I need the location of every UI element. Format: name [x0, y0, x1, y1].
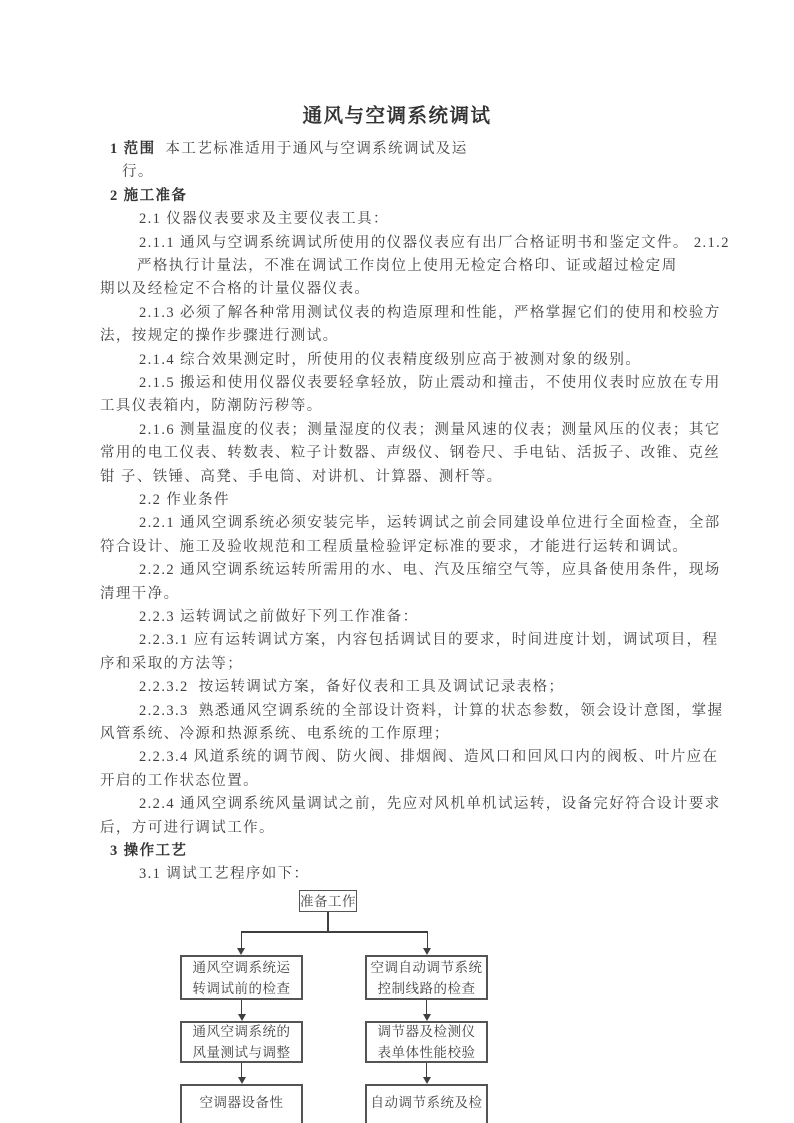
- text-line: 2.1.1 通风与空调系统调试所使用的仪器仪表应有出厂合格证明书和鉴定文件。 2.1.2: [139, 235, 730, 251]
- flow-connector-horizontal: [241, 931, 428, 933]
- flow-box-ventilation-branch-3: [180, 1084, 303, 1123]
- text-line: 期以及经检定不合格的计量仪器仪表。: [100, 281, 371, 297]
- text-line: 2.2 作业条件: [139, 492, 230, 508]
- text-line: 严格执行计量法，不准在调试工作岗位上使用无检定合格印、证或超过检定周: [137, 258, 678, 274]
- flow-connector-stem: [327, 912, 329, 932]
- text-line: 风管系统、冷源和热源系统、电系统的工作原理；: [100, 726, 450, 742]
- flow-box-label: 通风空调系统运: [192, 959, 291, 975]
- text-line: 2.2.3.1 应有运转调试方案，内容包括调试目的要求，时间进度计划，调试项目，程: [139, 632, 719, 648]
- text-line: 2.2.3 运转调试之前做好下列工作准备：: [139, 609, 419, 625]
- text-line: 2.2.3.3 熟悉通风空调系统的全部设计资料，计算的状态参数，领会设计意图，掌握: [139, 703, 724, 719]
- page-title: 通风与空调系统调试: [302, 106, 492, 127]
- text-line: 开启的工作状态位置。: [100, 773, 259, 789]
- text-line: 2 施工准备: [110, 188, 188, 204]
- text-line: 3.1 调试工艺程序如下：: [139, 866, 310, 882]
- flow-box-label: 空调自动调节系统: [370, 959, 483, 975]
- flow-connector-vertical: [241, 1063, 243, 1077]
- text-line: 法，按规定的操作步骤进行测试。: [100, 328, 339, 344]
- flow-connector-drop-right: [427, 931, 429, 948]
- text-line: 2.1.6 测量温度的仪表；测量湿度的仪表；测量风速的仪表；测量风压的仪表；其它: [139, 422, 721, 438]
- arrow-down-icon: [238, 1077, 246, 1084]
- text-line: 工具仪表箱内，防潮防污秽等。: [100, 398, 323, 414]
- text-line: 2.2.1 通风空调系统必须安装完毕，运转调试之前会同建设单位进行全面检查，全部: [139, 515, 721, 531]
- flow-box-ventilation-branch-1: [180, 955, 303, 1000]
- flow-connector-drop-left: [241, 931, 243, 948]
- arrow-down-icon: [237, 948, 245, 955]
- arrow-down-icon: [238, 1014, 246, 1021]
- flow-box-label: 通风空调系统的: [192, 1024, 291, 1039]
- text-line: 1 范围 本工艺标准适用于通风与空调系统调试及运: [110, 141, 468, 157]
- text-line: 2.1.4 综合效果测定时，所使用的仪表精度级别应高于被测对象的级别。: [139, 352, 642, 368]
- text-line: 2.2.3.2 按运转调试方案，备好仪表和工具及调试记录表格；: [139, 679, 565, 695]
- text-line: 2.1.5 搬运和使用仪器仪表要轻拿轻放，防止震动和撞击，不使用仪表时应放在专用: [139, 375, 721, 391]
- flow-box-label: 控制线路的检查: [377, 980, 476, 996]
- flow-box-auto-control-branch-1: [365, 955, 488, 1000]
- flow-box-label: 空调器设备性: [199, 1095, 284, 1110]
- arrow-down-icon: [423, 1077, 431, 1084]
- text-line: 2.1.3 必须了解各种常用测试仪表的构造原理和性能，严格掌握它们的使用和校验方: [139, 305, 721, 321]
- text-line: 后，方可进行调试工作。: [100, 820, 275, 836]
- flow-connector-vertical: [426, 1000, 428, 1014]
- text-line: 行。: [122, 164, 154, 180]
- flow-box-label: 准备工作: [300, 893, 356, 909]
- arrow-down-icon: [423, 1014, 431, 1021]
- arrow-down-icon: [423, 948, 431, 955]
- text-line: 2.1 仪器仪表要求及主要仪表工具：: [139, 211, 389, 227]
- text-line: 序和采取的方法等；: [100, 656, 244, 672]
- text-line: 2.2.4 通风空调系统风量调试之前，先应对风机单机试运转，设备完好符合设计要求: [139, 796, 721, 812]
- flow-box-auto-control-branch-2: [365, 1021, 488, 1063]
- flow-box-label: 风量测试与调整: [192, 1045, 291, 1060]
- flow-box-label: 自动调节系统及检: [370, 1095, 483, 1110]
- text-line: 钳 子、铁锤、高凳、手电筒、对讲机、计算器、测杆等。: [100, 469, 503, 485]
- flow-box-label: 表单体性能校验: [377, 1045, 476, 1060]
- flow-connector-vertical: [241, 1000, 243, 1014]
- flow-box-ventilation-branch-2: [180, 1021, 303, 1063]
- flow-box-auto-control-branch-3: [365, 1084, 488, 1123]
- flow-box-preparation: [299, 890, 357, 912]
- text-line: 2.2.3.4 风道系统的调节阀、防火阀、排烟阀、造风口和回风口内的阀板、叶片应在: [139, 749, 719, 765]
- text-line: 2.2.2 通风空调系统运转所需用的水、电、汽及压缩空气等，应具备使用条件，现场: [139, 562, 721, 578]
- text-line: 3 操作工艺: [110, 843, 188, 859]
- text-line: 常用的电工仪表、转数表、粒子计数器、声级仪、钢卷尺、手电钻、活扳子、改锥、克丝: [100, 445, 721, 461]
- text-line: 清理干净。: [100, 586, 180, 602]
- flow-box-label: 调节器及检测仪: [377, 1024, 476, 1039]
- flow-box-label: 转调试前的检查: [192, 980, 291, 996]
- text-line: 符合设计、施工及验收规范和工程质量检验评定标准的要求，才能进行运转和调试。: [100, 539, 689, 555]
- flow-connector-vertical: [426, 1063, 428, 1077]
